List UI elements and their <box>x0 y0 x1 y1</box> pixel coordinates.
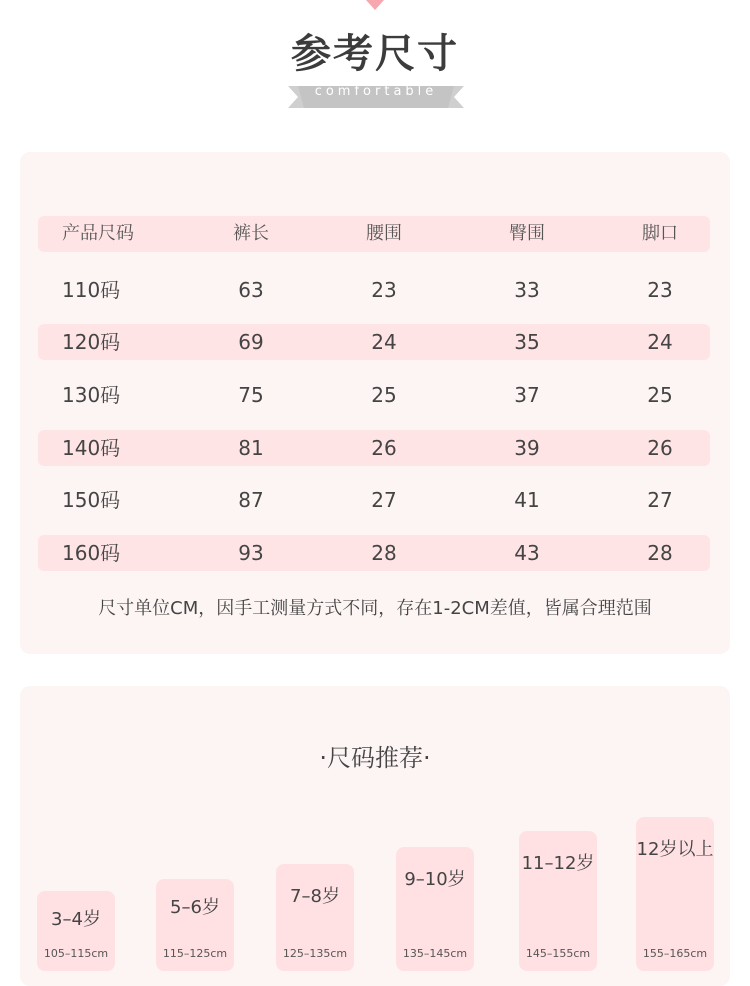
column-header: 腰围 <box>366 223 402 244</box>
table-row <box>38 324 710 360</box>
heart-icon <box>364 0 386 12</box>
height-label: 125–135cm <box>282 947 348 960</box>
size-recommend-card <box>20 686 730 986</box>
table-cell: 160码 <box>62 541 121 565</box>
table-cell: 28 <box>371 541 397 565</box>
table-cell: 24 <box>647 330 673 354</box>
table-cell: 69 <box>238 330 264 354</box>
recommend-title: ·尺码推荐· <box>319 744 431 772</box>
table-cell: 93 <box>238 541 264 565</box>
table-cell: 23 <box>647 278 673 302</box>
table-cell: 130码 <box>62 383 121 407</box>
column-header: 裤长 <box>233 223 269 244</box>
column-header: 产品尺码 <box>62 223 134 244</box>
table-cell: 25 <box>647 383 673 407</box>
height-label: 145–155cm <box>525 947 591 960</box>
age-bar <box>276 864 354 971</box>
table-cell: 37 <box>514 383 540 407</box>
table-cell: 120码 <box>62 330 121 354</box>
table-cell: 33 <box>514 278 540 302</box>
height-label: 115–125cm <box>162 947 228 960</box>
age-bar <box>636 817 714 971</box>
table-row <box>38 430 710 466</box>
table-cell: 26 <box>371 436 397 460</box>
age-label: 11–12岁 <box>521 853 595 874</box>
age-label: 5–6岁 <box>170 897 220 918</box>
age-label: 12岁以上 <box>636 839 714 860</box>
table-cell: 28 <box>647 541 673 565</box>
table-cell: 24 <box>371 330 397 354</box>
ribbon-label: comfortable <box>314 84 438 99</box>
table-cell: 43 <box>514 541 540 565</box>
table-cell: 110码 <box>62 278 121 302</box>
table-cell: 87 <box>238 488 264 512</box>
age-bar <box>37 891 115 971</box>
table-row <box>38 482 710 518</box>
height-label: 155–165cm <box>642 947 708 960</box>
table-header-row <box>38 216 710 252</box>
table-cell: 27 <box>647 488 673 512</box>
table-cell: 23 <box>371 278 397 302</box>
table-cell: 27 <box>371 488 397 512</box>
age-label: 7–8岁 <box>290 886 340 907</box>
age-label: 3–4岁 <box>51 909 101 930</box>
table-cell: 26 <box>647 436 673 460</box>
table-cell: 35 <box>514 330 540 354</box>
page-title: 参考尺寸 <box>291 31 459 77</box>
table-cell: 140码 <box>62 436 121 460</box>
table-row <box>38 272 710 308</box>
column-header: 脚口 <box>642 223 678 244</box>
table-cell: 150码 <box>62 488 121 512</box>
table-cell: 41 <box>514 488 540 512</box>
measurement-note: 尺寸单位CM，因手工测量方式不同，存在1-2CM差值，皆属合理范围 <box>98 598 652 619</box>
table-cell: 25 <box>371 383 397 407</box>
table-cell: 81 <box>238 436 264 460</box>
table-cell: 39 <box>514 436 540 460</box>
column-header: 臀围 <box>509 223 545 244</box>
table-cell: 75 <box>238 383 264 407</box>
height-label: 135–145cm <box>402 947 468 960</box>
table-row <box>38 535 710 571</box>
age-label: 9–10岁 <box>404 869 466 890</box>
table-row <box>38 377 710 413</box>
height-label: 105–115cm <box>43 947 109 960</box>
age-bar <box>396 847 474 971</box>
table-cell: 63 <box>238 278 264 302</box>
age-bar <box>519 831 597 971</box>
age-bar <box>156 879 234 971</box>
